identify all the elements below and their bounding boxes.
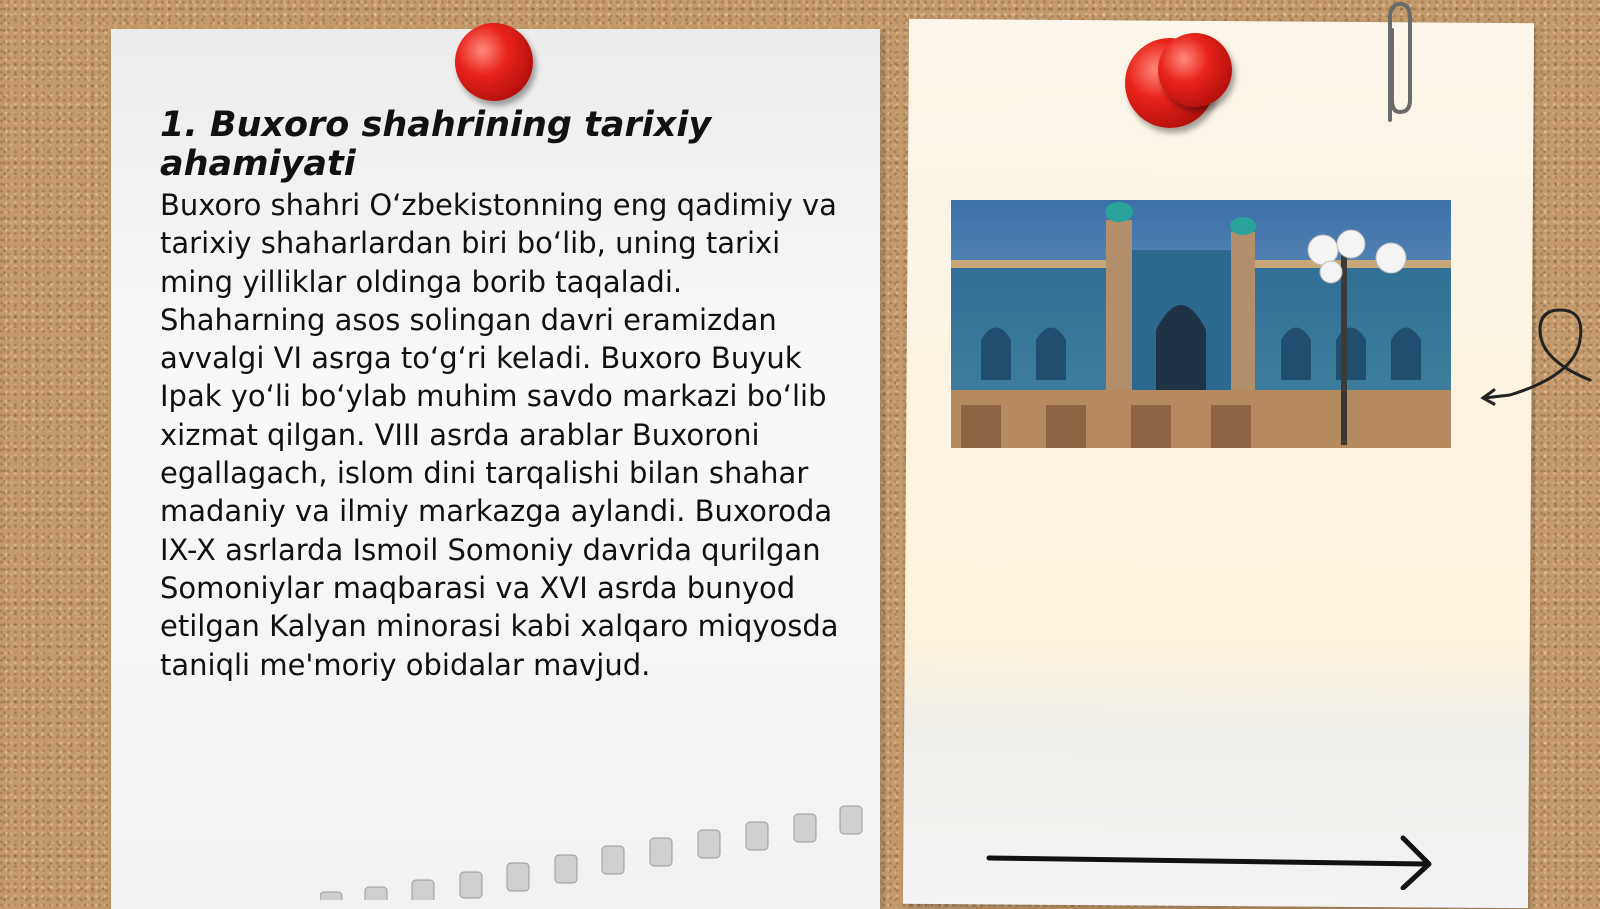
push-pin-icon bbox=[455, 23, 533, 101]
bukhara-architecture-photo bbox=[951, 200, 1451, 448]
right-arrow-icon bbox=[985, 830, 1445, 890]
push-pin-icon bbox=[1158, 33, 1232, 107]
slide-body-text: Buxoro shahri O‘zbekistonning eng qadimiy va tarixiy shaharlardan biri bo‘lib, uning tarixi ming yilliklar oldinga borib taqaladi. Shaharning asos solingan davri eramizdan avvalgi VI asrga to‘g‘ri keladi. Buxoro Buyuk Ipak yo‘li bo‘ylab muhim savdo markazi bo‘lib xizmat qilgan. VIII asrda arablar Buxoroni egallagach, islom dini tarqalishi bilan shahar madaniy va ilmiy markazga aylandi. Buxoroda IX-X asrlarda Ismoil Somoniy davrida qurilgan Somoniylar maqbarasi va XVI asrda bunyod etilgan Kalyan minorasi kabi xalqaro miqyosda taniqli me'moriy obidalar mavjud. bbox=[160, 188, 839, 682]
torn-spiral-edge bbox=[320, 800, 880, 900]
slide-title: 1. Buxoro shahrining tarixiy ahamiyati bbox=[160, 105, 712, 184]
right-paper-note bbox=[903, 19, 1534, 908]
paper-clip-icon bbox=[1378, 0, 1418, 125]
squiggle-arrow-icon bbox=[1480, 300, 1600, 410]
